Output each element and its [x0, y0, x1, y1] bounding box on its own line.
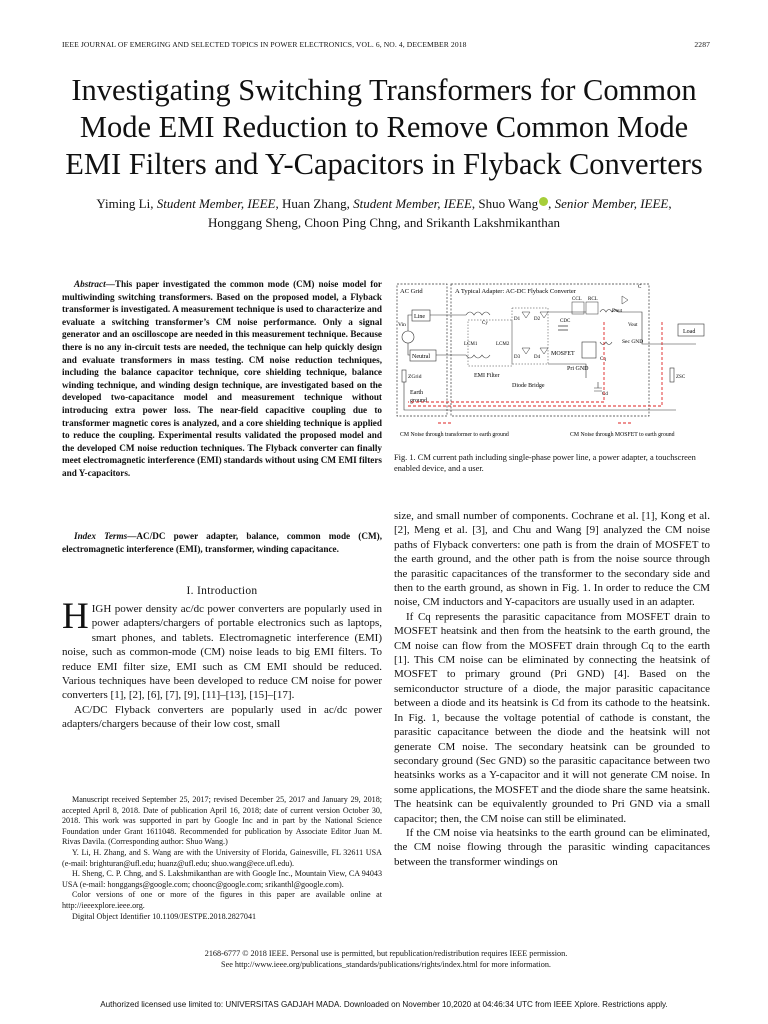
- dout-label: Dout: [612, 309, 622, 314]
- earth-label: Earth: [410, 390, 423, 396]
- d2-label: D2: [534, 317, 541, 322]
- line-label: Line: [414, 314, 425, 320]
- copyright-notice: [62, 948, 710, 970]
- index-terms-label: Index Terms: [74, 531, 128, 541]
- title-line-2: Mode EMI Reduction to Remove Common Mode: [79, 110, 689, 144]
- author-role: Student Member, IEEE: [156, 196, 276, 211]
- cm-noise-path-transformer: [408, 322, 604, 402]
- wires: [404, 315, 676, 410]
- author-role: Senior Member, IEEE: [554, 196, 669, 211]
- zsc-label: ZSC: [676, 375, 686, 380]
- title-line-3: EMI Filters and Y-Capacitors in Flyback Converters: [65, 147, 703, 181]
- footnotes: [62, 795, 382, 922]
- paragraph: IGH power density ac/dc power converters are popularly used in power adapters/chargers of portable electronics such as laptops, smart phones, and tablets. Electromagnetic interference (EMI) noise, such as common-mode (CM) noise leads to big EMI filters. To reduce EMI filter size, EMI such as CM EMI should be reduced. Various techniques have been developed to reduce CM noise for power converters [1], [2], [6], [7], [9], [11]–[13], [15]–[17].: [62, 603, 382, 702]
- right-column-text: [394, 509, 710, 869]
- cy-label: Cy: [482, 321, 488, 326]
- adapter-label: A Typical Adapter: AC-DC Flyback Converter: [455, 288, 576, 295]
- abstract-text: This paper investigated the common mode (CM) noise model for multiwinding switching transformers. Based on the proposed model, a Flyback transformer is investigated. A measurement technique is used to characterize and evaluate a switching transformer’s CM noise performance. Only a signal generator and an oscilloscope are needed in this measurement technique. Because there is no any in-circuit tests are needed, the technique can help quickly design and evaluate transformers in mass testing. CM noise reduction techniques, including the balance capacitor technique, core shielding technique, balance winding technique, and winding design technique, are investigated based on the developed two-capacitance model and measurement technique without introducing extra power loss. The near-field capacitive coupling due to transformer magnetic cores is analyzed, and a core shielding technique is applied to reduce the coupling. Experimental results validated the proposed model and the developed CM noise reduction techniques. The Flyback converter can finally meet electromagnetic interference (EMI) standards without using CM EMI filters and Y-capacitors.: [62, 279, 382, 478]
- author-role: Student Member, IEEE: [353, 196, 472, 211]
- ac-grid-label: AC Grid: [400, 288, 423, 295]
- cdc-symbol: [558, 326, 568, 330]
- journal-name: IEEE JOURNAL OF EMERGING AND SELECTED TOPICS IN POWER ELECTRONICS, VOL. 6, NO. 4, DECEMBER 2018: [62, 40, 467, 49]
- sec-gnd-label: Sec GND: [622, 339, 644, 345]
- author-line-2: Honggang Sheng, Choon Ping Chng, and Srikanth Lakshmikanthan: [207, 215, 561, 230]
- paragraph: If the CM noise via heatsinks to the earth ground can be eliminated, the CM noise flowing through the parasitic winding capacitances between the transformer windings on: [394, 826, 710, 868]
- lcm1-label: LCM1: [464, 342, 478, 347]
- copyright-line-1: 2168-6777 © 2018 IEEE. Personal use is permitted, but republication/redistribution requires IEEE permission.: [204, 949, 568, 958]
- section-heading: I. Introduction: [186, 585, 258, 597]
- adapter-box: [451, 284, 649, 416]
- footnote: H. Sheng, C. P. Chng, and S. Lakshmikanthan are with Google Inc., Mountain View, CA 94043 USA (e-mail: honggangs@google.com; choonc@google.com; srikanthl@google.com).: [62, 869, 382, 889]
- footnote: Color versions of one or more of the figures in this paper are available online at http://ieeexplore.ieee.org.: [62, 890, 382, 910]
- rcl-label: RCL: [588, 297, 598, 302]
- circuit-diagram: [396, 282, 710, 444]
- cdc-label: CDC: [560, 319, 571, 324]
- cc-label: C: [638, 285, 642, 290]
- running-header: [62, 40, 710, 49]
- lcm2-label: LCM2: [496, 342, 510, 347]
- footnote: Manuscript received September 25, 2017; revised December 25, 2017 and January 29, 2018; accepted April 8, 2018. Date of publication April 16, 2018; date of current version October 30, 2018. This work was supported in part by Google Inc and in part by the National Science Foundation under Grant 1611048. Recommended for publication by Associate Editor Juan M. Rivas Davila. (Corresponding author: Shuo Wang.): [62, 795, 382, 847]
- d3-label: D3: [514, 355, 521, 360]
- author-name: , Shuo Wang: [471, 196, 539, 211]
- zgrid-resistor: [402, 370, 406, 382]
- vin-label: Vin: [398, 322, 406, 328]
- rcl-box: [586, 302, 598, 314]
- d4-label: D4: [534, 355, 541, 360]
- abstract: Abstract—This paper investigated the common mode (CM) noise model for multiwinding switching transformers. Based on the proposed model, a Flyback transformer is investigated. A measurement technique is used to characterize and evaluate a switching transformer’s CM noise performance. Only a signal generator and an oscilloscope are needed in this measurement technique. Because there is no any in-circuit tests are needed, the technique can help quickly design and evaluate transformers in mass testing. CM noise reduction techniques, including the balance capacitor technique, core shielding technique, balance winding technique, and winding design technique, are investigated based on the developed two-capacitance model and measurement technique without introducing extra power loss. The near-field capacitive coupling due to transformer magnetic cores is analyzed, and a core shielding technique is applied to reduce the coupling. Experimental results validated the proposed model and the developed CM noise reduction techniques. The Flyback converter can finally meet electromagnetic interference (EMI) standards without using CM EMI filters and Y-capacitors.: [62, 279, 382, 478]
- page-number: 2287: [694, 40, 710, 49]
- cd-label: Cd: [602, 392, 608, 397]
- copyright-line-2: See http://www.ieee.org/publications_standards/publications/rights/index.html for more information.: [221, 960, 551, 969]
- author-name: Yiming Li,: [96, 196, 154, 211]
- legend-mosfet: CM Noise through MOSFET to earth ground: [570, 432, 675, 438]
- footnote: Y. Li, H. Zhang, and S. Wang are with the University of Florida, Gainesville, FL 32611 USA (e-mail: brighturan@ufl.edu; huanz@ufl.edu; shuo.wang@ece.ufl.edu).: [62, 847, 382, 868]
- paragraph: AC/DC Flyback converters are popularly used in ac/dc power adapters/chargers because of their low cost, small: [62, 703, 382, 731]
- paper-title: [40, 72, 728, 183]
- cd-cap: [594, 382, 602, 391]
- cm-choke: [466, 312, 490, 358]
- figure-caption: Fig. 1. CM current path including single-phase power line, a power adapter, a touchscreen enabled device, and a user.: [394, 453, 696, 473]
- dout-diode: [622, 296, 628, 304]
- dropcap: H: [62, 596, 89, 637]
- figure-1-circuit: [396, 282, 710, 444]
- diode-bridge-label: Diode Bridge: [512, 383, 545, 389]
- index-terms: Index Terms—AC/DC power adapter, balance, common mode (CM), electromagnetic interference (EMI), transformer, winding capacitance.: [62, 531, 382, 554]
- ccl-label: CCL: [572, 297, 582, 302]
- orcid-icon[interactable]: [539, 197, 548, 206]
- cq-label: Cq: [600, 357, 606, 362]
- emi-filter-label: EMI Filter: [474, 373, 500, 379]
- footnote: Digital Object Identifier 10.1109/JESTPE.2018.2827041: [72, 911, 257, 921]
- ground-label: ground: [410, 398, 427, 404]
- author-line-1: Yiming Li, Student Member, IEEE, Huan Zhang, Student Member, IEEE, Shuo Wang , Senior Member, IEEE,: [96, 196, 672, 211]
- vout-label: Vout: [628, 323, 638, 328]
- paragraph: size, and small number of components. Cochrane et al. [1], Kong et al. [2], Meng et al. [3], and Chu and Wang [9] analyzed the CM noise paths of Flyback converters: one path is from the drain of MOSFET to the earth ground, and the other path is from the noise source through the parasitic capacitances of the transformer to the secondary side and then to the earth ground, as shown in Fig. 1. In order to reduce the CM noise, CM inductors and Y-capacitors are usually used in an adapter.: [394, 510, 710, 609]
- zsc-resistor: [670, 368, 674, 382]
- abstract-label: Abstract: [74, 279, 106, 289]
- legend-transformer: CM Noise through transformer to earth ground: [400, 432, 509, 438]
- load-label: Load: [683, 329, 696, 335]
- pri-gnd-label: Pri GND: [567, 366, 589, 372]
- author-name: , Huan Zhang,: [275, 196, 350, 211]
- index-terms-text: AC/DC power adapter, balance, common mode (CM), electromagnetic interference (EMI), transformer, winding capacitance.: [62, 531, 382, 554]
- transformer: [600, 310, 618, 345]
- ac-source-symbol: [402, 331, 414, 343]
- author-list: [40, 194, 728, 232]
- title-line-1: Investigating Switching Transformers for Common: [71, 73, 697, 107]
- zgrid-label: ZGrid: [408, 374, 422, 380]
- mosfet-label: MOSFET: [551, 351, 575, 357]
- license-footer: Authorized licensed use limited to: UNIVERSITAS GADJAH MADA. Downloaded on November 10,2020 at 04:46:34 UTC from IEEE Xplore. Restrictions apply.: [100, 1000, 668, 1009]
- neutral-label: Neutral: [412, 354, 430, 360]
- paragraph: If Cq represents the parasitic capacitance from MOSFET drain to MOSFET heatsink and then from the heatsink to the earth ground, the CM noise can flow from the MOSFET drain through Cq to the earth [1]. This CM noise can be eliminated by connecting the heatsink of MOSFET to primary ground (Pri GND) [4]. Based on the semiconductor structure of a diode, the major parasitic capacitance between a diode and its heatsink is Cd from its cathode to the heatsink. In Fig. 1, because the voltage potential of cathode is constant, the parasitic capacitance between the diode and the heatsink will not generate CM noise. The secondary heatsink can be grounded to secondary ground (Sec GND) so the parasitic capacitance between two heatsinks works as a Y-capacitor and it will not generate CM noise. In some applications, the MOSFET and the diode share the same heatsink. The heatsink can be equivalently grounded to Pri GND via a small capacitor; then, the CM noise can still be eliminated.: [394, 610, 710, 825]
- introduction-text: [62, 596, 382, 732]
- mosfet-symbol: [582, 342, 596, 358]
- d1-label: D1: [514, 317, 521, 322]
